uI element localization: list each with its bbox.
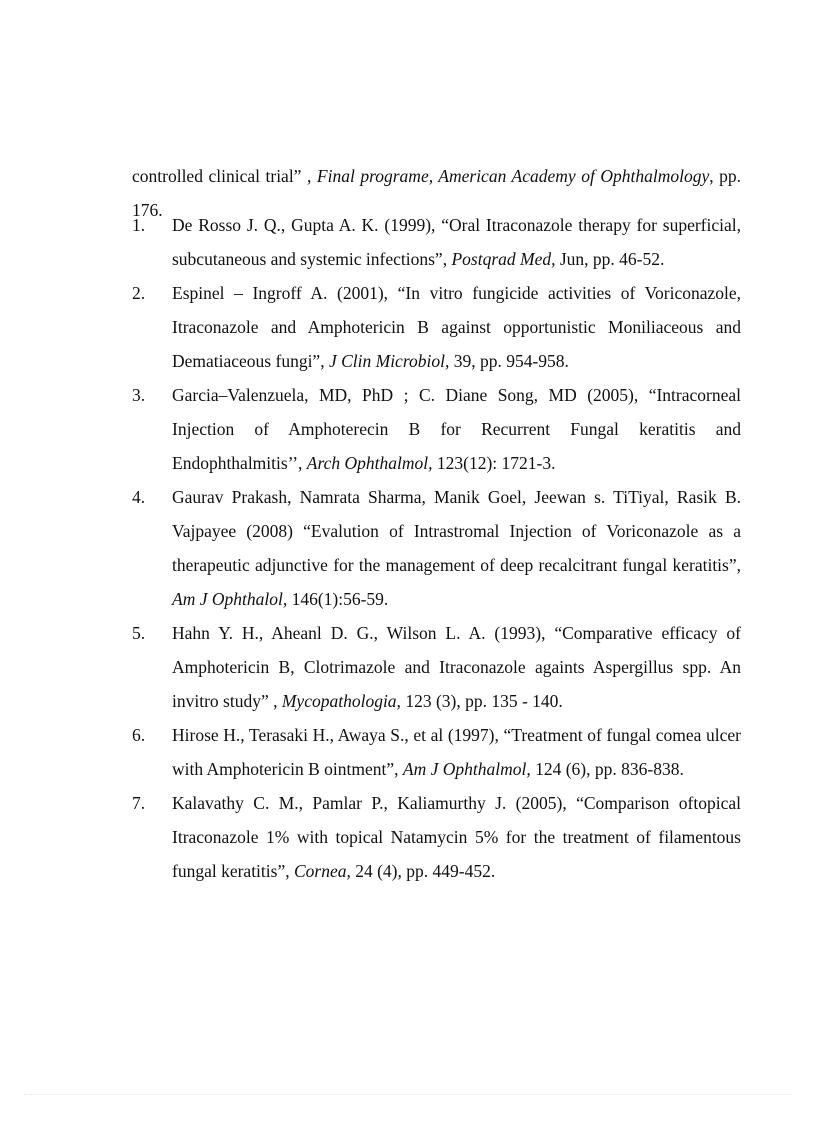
reference-pages: Jun, pp. 46-52. [555,249,665,269]
reference-authors-title: Gaurav Prakash, Namrata Sharma, Manik Goel, Jeewan s. TiTiyal, Rasik B. Vajpayee (2008) “Evalution of Intrastromal Injection of Voriconazole as a therapeutic adjunctive for the management of deep recalcitrant fungal keratitis”, [172,487,741,575]
reference-text [172,276,741,378]
reference-authors-title: Hahn Y. H., Aheanl D. G., Wilson L. A. (1993), “Comparative efficacy of Amphotericin B, Clotrimazole and Itraconazole againts Aspergillus spp. An invitro study” , [172,623,741,711]
reference-item [132,378,741,480]
reference-journal: Postqrad Med, [451,249,556,269]
reference-pages: 123 (3), pp. 135 - 140. [400,691,563,711]
continuation-pages: , pp. 176. [132,165,741,220]
reference-text [172,786,741,888]
reference-authors-title: Espinel – Ingroff A. (2001), “In vitro fungicide activities of Voriconazole, Itraconazole and Amphotericin B against opportunistic Moniliaceous and Dematiaceous fungi”, [172,283,741,371]
reference-item [132,480,741,616]
reference-journal: Arch Ophthalmol, [306,453,433,473]
reference-journal: Am J Ophthalmol, [402,759,531,779]
reference-text [172,718,741,786]
reference-item [132,718,741,786]
reference-text [172,480,741,616]
reference-pages: 124 (6), pp. 836-838. [530,759,684,779]
reference-number: 4. [132,487,146,507]
reference-journal: Cornea, [293,861,351,881]
page-bottom-rule [24,1094,792,1095]
reference-number: 7. [132,793,146,813]
reference-journal: Am J Ophthalol, [172,589,288,609]
reference-number: 5. [132,623,146,643]
reference-number: 1. [132,215,146,235]
reference-text [172,208,741,276]
reference-pages: 146(1):56-59. [287,589,389,609]
continuation-text: controlled clinical trial” , [132,165,317,186]
reference-item [132,786,741,888]
reference-journal: J Clin Microbiol, [328,351,450,371]
reference-list [132,208,741,888]
reference-pages: 39, pp. 954-958. [449,351,569,371]
reference-authors-title: De Rosso J. Q., Gupta A. K. (1999), “Oral Itraconazole therapy for superficial, subcutaneous and systemic infections”, [172,215,741,269]
reference-number: 6. [132,725,146,745]
reference-item [132,276,741,378]
reference-number: 2. [132,283,146,303]
reference-pages: 24 (4), pp. 449-452. [350,861,496,881]
reference-pages: 123(12): 1721-3. [432,453,556,473]
reference-text [172,616,741,718]
reference-number: 3. [132,385,146,405]
reference-item [132,616,741,718]
reference-journal: Mycopathologia, [281,691,401,711]
reference-authors-title: Kalavathy C. M., Pamlar P., Kaliamurthy J. (2005), “Comparison oftopical Itraconazole 1% with topical Natamycin 5% for the treatment of filamentous fungal keratitis”, [172,793,741,881]
reference-item [132,208,741,276]
reference-authors-title: Garcia–Valenzuela, MD, PhD ; C. Diane Song, MD (2005), “Intracorneal Injection of Amphoterecin B for Recurrent Fungal keratitis and Endophthalmitis’’, [172,385,741,473]
reference-text [172,378,741,480]
reference-authors-title: Hirose H., Terasaki H., Awaya S., et al (1997), “Treatment of fungal comea ulcer with Amphotericin B ointment”, [172,725,741,779]
continuation-journal: Final programe, American Academy of Ophthalmology [316,165,710,186]
